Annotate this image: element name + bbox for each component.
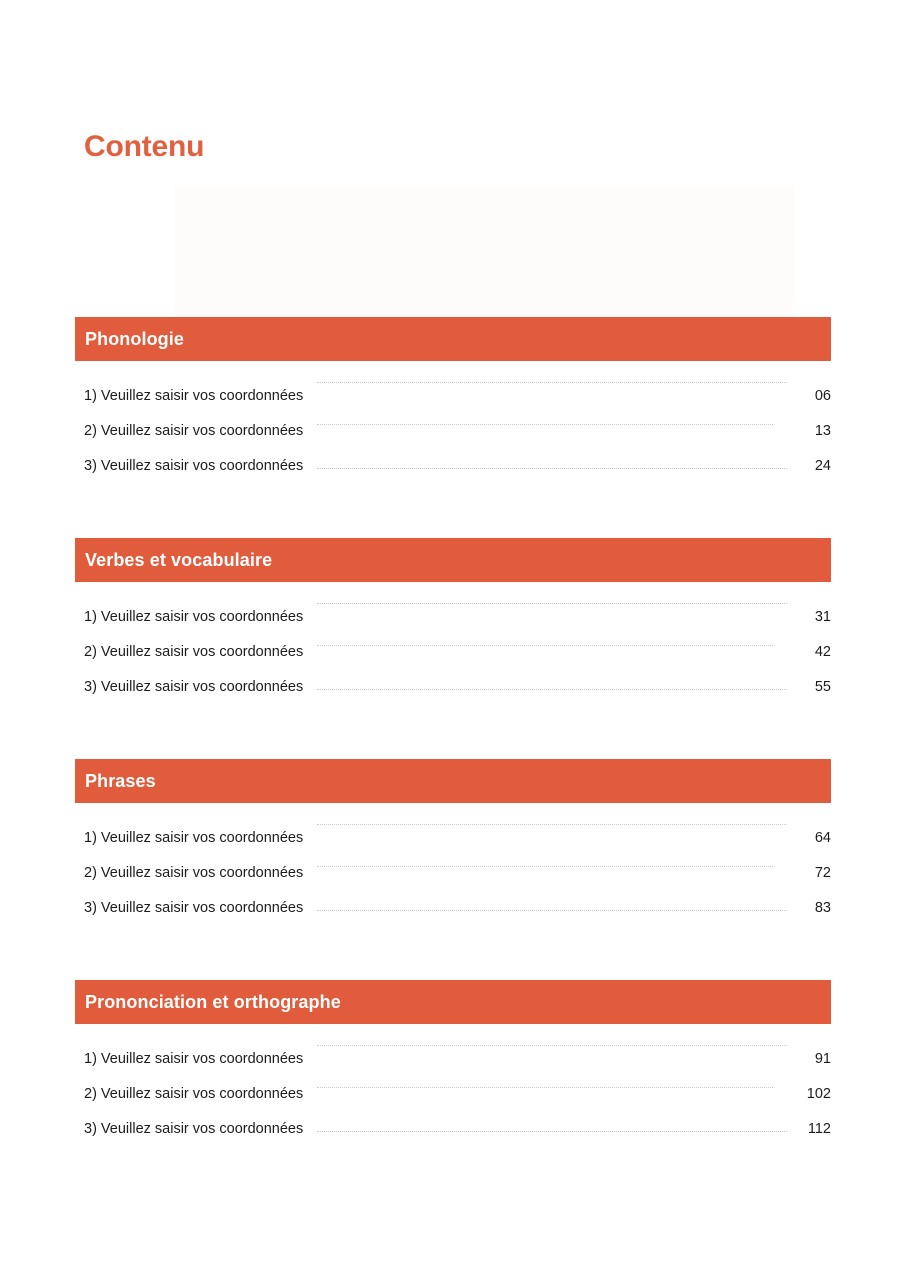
entry-page-number: 64 (814, 829, 831, 846)
contents-entry[interactable] (75, 1041, 831, 1076)
entry-page-number: 91 (814, 1050, 831, 1067)
entry-page-number: 42 (814, 643, 831, 660)
dotted-leader (317, 864, 773, 882)
section-entry-list (75, 1024, 831, 1146)
entry-label: 1) Veuillez saisir vos coordonnées (84, 1050, 304, 1067)
dotted-leader (317, 387, 787, 405)
contents-section (75, 980, 831, 1146)
entry-page-number: 83 (814, 899, 831, 916)
contents-section-list (75, 317, 831, 1146)
entry-label: 2) Veuillez saisir vos coordonnées (84, 643, 304, 660)
contents-entry[interactable] (75, 855, 831, 890)
section-title: Prononciation et orthographe (85, 992, 341, 1012)
contents-entry[interactable] (75, 448, 831, 483)
entry-label: 1) Veuillez saisir vos coordonnées (84, 829, 304, 846)
entry-label: 1) Veuillez saisir vos coordonnées (84, 608, 304, 625)
contents-entry[interactable] (75, 1076, 831, 1111)
entry-label: 3) Veuillez saisir vos coordonnées (84, 899, 304, 916)
section-title: Phonologie (85, 329, 184, 349)
dotted-leader (317, 829, 787, 847)
section-header[interactable] (75, 317, 831, 361)
contents-entry[interactable] (75, 820, 831, 855)
contents-entry[interactable] (75, 378, 831, 413)
entry-label: 2) Veuillez saisir vos coordonnées (84, 1085, 304, 1102)
dotted-leader (317, 1050, 787, 1068)
section-header[interactable] (75, 538, 831, 582)
entry-label: 1) Veuillez saisir vos coordonnées (84, 387, 304, 404)
entry-page-number: 55 (814, 678, 831, 695)
contents-entry[interactable] (75, 634, 831, 669)
dotted-leader (317, 1085, 773, 1103)
dotted-leader (317, 608, 787, 626)
contents-entry[interactable] (75, 890, 831, 925)
entry-label: 2) Veuillez saisir vos coordonnées (84, 864, 304, 881)
section-title: Phrases (85, 771, 156, 791)
page-title: Contenu (84, 130, 205, 163)
dotted-leader (317, 643, 773, 661)
dotted-leader (317, 678, 787, 696)
dotted-leader (317, 422, 773, 440)
entry-page-number: 13 (814, 422, 831, 439)
contents-entry[interactable] (75, 1111, 831, 1146)
background-tint (175, 185, 795, 320)
contents-section (75, 759, 831, 925)
section-entry-list (75, 803, 831, 925)
entry-page-number: 31 (814, 608, 831, 625)
entry-label: 3) Veuillez saisir vos coordonnées (84, 1120, 304, 1137)
section-header[interactable] (75, 980, 831, 1024)
contents-section (75, 317, 831, 483)
contents-entry[interactable] (75, 413, 831, 448)
dotted-leader (317, 1120, 787, 1138)
section-entry-list (75, 361, 831, 483)
dotted-leader (317, 899, 787, 917)
contents-entry[interactable] (75, 599, 831, 634)
section-header[interactable] (75, 759, 831, 803)
contents-entry[interactable] (75, 669, 831, 704)
entry-page-number: 112 (807, 1120, 831, 1137)
entry-page-number: 72 (814, 864, 831, 881)
entry-page-number: 24 (814, 457, 831, 474)
section-entry-list (75, 582, 831, 704)
contents-section (75, 538, 831, 704)
entry-label: 3) Veuillez saisir vos coordonnées (84, 678, 304, 695)
section-title: Verbes et vocabulaire (85, 550, 273, 570)
dotted-leader (317, 457, 787, 475)
entry-page-number: 102 (806, 1085, 831, 1102)
entry-label: 2) Veuillez saisir vos coordonnées (84, 422, 304, 439)
entry-label: 3) Veuillez saisir vos coordonnées (84, 457, 304, 474)
entry-page-number: 06 (814, 387, 831, 404)
